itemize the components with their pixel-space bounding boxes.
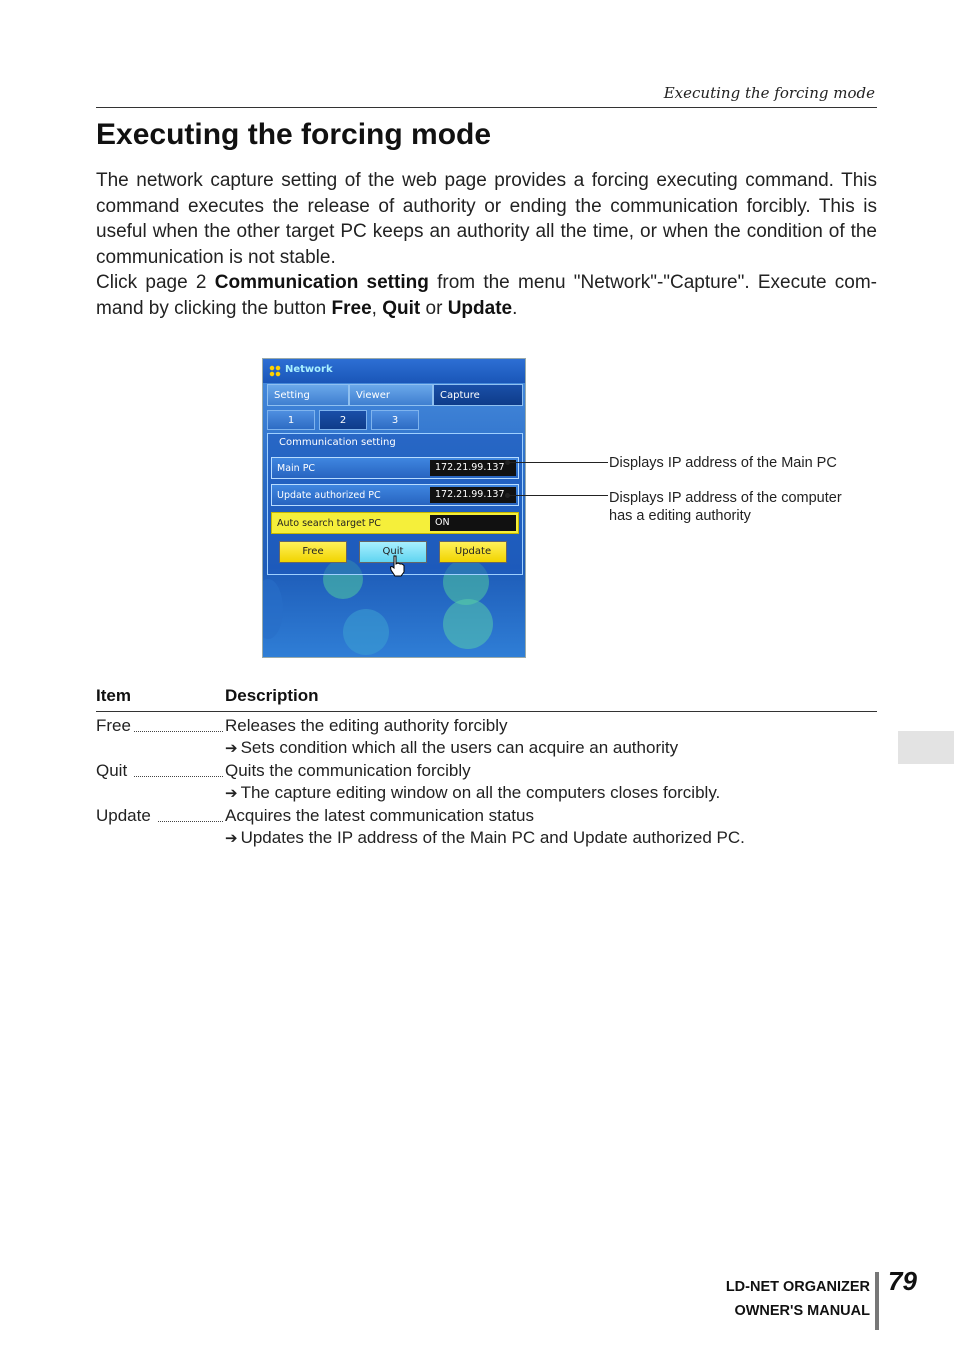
auto-search-row	[271, 512, 519, 534]
free-label: Free	[331, 297, 372, 319]
main-pc-label: Main PC	[277, 463, 316, 474]
communication-setting-title: Communication setting	[279, 437, 396, 448]
running-head: Executing the forcing mode	[663, 84, 875, 102]
panel-title: Network	[285, 364, 333, 375]
page-tab-3[interactable]: 3	[371, 410, 419, 430]
panel-header	[263, 359, 525, 383]
sub-text-free: Sets condition which all the users can acquire an authority	[240, 738, 679, 757]
decor-circle	[343, 609, 389, 655]
chapter-side-tab	[898, 731, 954, 764]
callout-line-authorized	[508, 495, 608, 496]
intro-text-span: from the menu "Network"-"Capture". Execute com-mand by clicking the button	[96, 272, 877, 319]
tab-setting[interactable]: Setting	[267, 384, 349, 406]
intro-text	[96, 168, 877, 321]
item-name-update: Update	[96, 806, 151, 825]
item-desc-update: Acquires the latest communication status	[225, 806, 534, 825]
sub-row-quit	[225, 783, 720, 803]
network-icon	[269, 365, 281, 377]
main-pc-value: 172.21.99.137	[430, 460, 516, 476]
callout-line-main-pc	[508, 462, 608, 463]
arrow-right-icon: ➔	[225, 740, 238, 757]
dot-leader	[134, 731, 223, 732]
auto-search-value[interactable]: ON	[430, 515, 516, 531]
page-title: Executing the forcing mode	[96, 118, 492, 151]
decor-circle	[262, 579, 283, 639]
quit-label: Quit	[382, 297, 421, 319]
update-authorized-pc-label: Update authorized PC	[277, 490, 381, 501]
intro-text-span: Click page 2	[96, 272, 215, 293]
item-desc-quit: Quits the communication forcibly	[225, 761, 471, 780]
update-label: Update	[447, 297, 513, 319]
callout-authorized-line-2: has a editing authority	[609, 508, 751, 524]
arrow-right-icon: ➔	[225, 830, 238, 847]
intro-text-span: or	[420, 297, 448, 319]
header-rule	[96, 107, 877, 108]
free-button[interactable]: Free	[279, 541, 347, 563]
page-tab-2[interactable]: 2	[319, 410, 367, 430]
item-desc-free: Releases the editing authority forcibly	[225, 716, 508, 735]
intro-text-span: ,	[371, 297, 383, 319]
table-rule	[96, 711, 877, 712]
table-header-item: Item	[96, 686, 131, 705]
footer-manual: OWNER'S MANUAL	[734, 1303, 870, 1319]
intro-text-span: .	[512, 297, 518, 319]
table-header-description: Description	[225, 686, 319, 705]
dot-leader	[158, 821, 223, 822]
quit-button[interactable]: Quit	[359, 541, 427, 563]
communication-setting-label: Communication setting	[214, 272, 429, 293]
intro-paragraph-2	[96, 270, 877, 321]
sub-text-update: Updates the IP address of the Main PC and Update authorized PC.	[240, 828, 745, 847]
footer-product: LD-NET ORGANIZER	[725, 1279, 870, 1295]
callout-authorized-line-1: Displays IP address of the computer	[609, 490, 842, 506]
footer-bar	[875, 1272, 879, 1330]
sub-row-update	[225, 828, 745, 848]
tab-capture[interactable]: Capture	[433, 384, 523, 406]
auto-search-label: Auto search target PC	[277, 518, 381, 529]
main-pc-row	[271, 457, 519, 479]
page-number: 79	[888, 1266, 917, 1296]
network-capture-screenshot	[262, 358, 526, 658]
decor-circle	[443, 599, 493, 649]
intro-paragraph-1: The network capture setting of the web page provides a forcing executing command. This command executes the release of authority or ending the communication forcibly. This is useful when the other target PC keeps an authority all the time, or when the condition of the communication is not stable.	[96, 170, 877, 268]
update-authorized-pc-value: 172.21.99.137	[430, 487, 516, 503]
sub-row-free	[225, 738, 678, 758]
update-button[interactable]: Update	[439, 541, 507, 563]
item-name-free: Free	[96, 716, 131, 735]
arrow-right-icon: ➔	[225, 785, 238, 802]
callout-main-pc: Displays IP address of the Main PC	[609, 455, 837, 471]
tab-viewer[interactable]: Viewer	[349, 384, 433, 406]
page-tabs	[267, 410, 523, 430]
menu-tabs	[267, 384, 523, 406]
sub-text-quit: The capture editing window on all the computers closes forcibly.	[240, 783, 721, 802]
dot-leader	[134, 776, 223, 777]
update-authorized-pc-row	[271, 484, 519, 506]
callout-authorized	[609, 489, 842, 525]
page-tab-1[interactable]: 1	[267, 410, 315, 430]
item-name-quit: Quit	[96, 761, 128, 780]
hand-cursor-icon	[389, 555, 407, 577]
